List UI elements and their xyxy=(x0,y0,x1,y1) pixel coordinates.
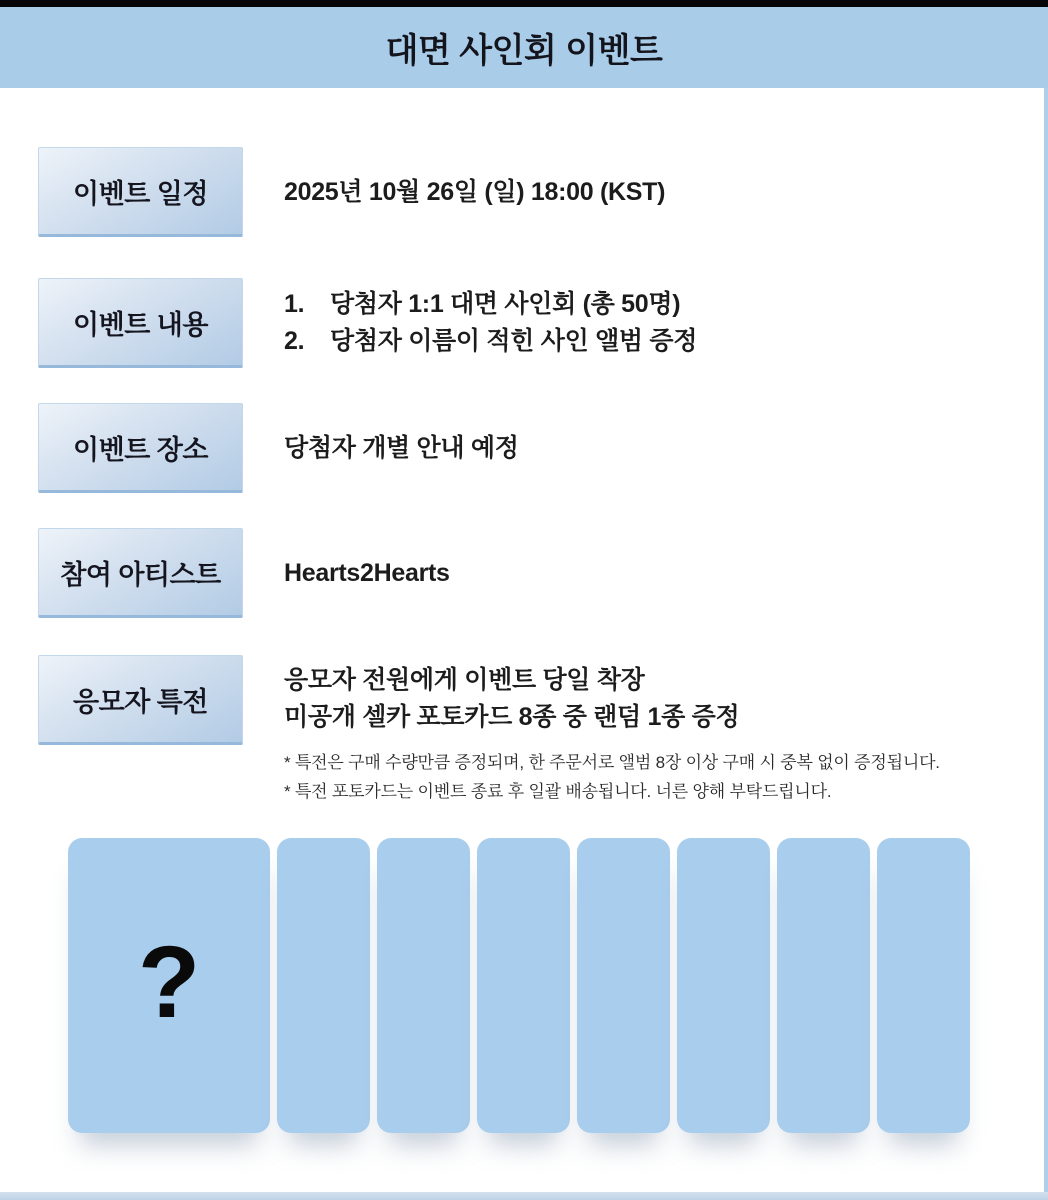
right-edge-strip xyxy=(1044,88,1048,1200)
label-box-participating-artist xyxy=(38,528,243,618)
list-item xyxy=(284,286,697,323)
page-title: 대면 사인회 이벤트 xyxy=(385,32,663,70)
benefit-notes xyxy=(284,748,940,806)
artist-content xyxy=(284,555,450,592)
label-box-event-contents xyxy=(38,278,243,368)
benefit-note: * 특전 포토카드는 이벤트 종료 후 일괄 배송됩니다. 너른 양해 부탁드립니다. xyxy=(284,782,832,801)
photocard-hidden-slot xyxy=(477,838,570,1133)
photocard-hidden-slot xyxy=(577,838,670,1133)
label-box-applicant-benefit xyxy=(38,655,243,745)
bottom-blue-strip xyxy=(0,1192,1048,1200)
benefit-note: * 특전은 구매 수량만큼 증정되며, 한 주문서로 앨범 8장 이상 구매 시 중복 없이 증정됩니다. xyxy=(284,753,940,772)
list-item-number: 2. xyxy=(284,327,305,355)
list-item xyxy=(284,323,697,360)
event-header-banner xyxy=(0,7,1048,88)
list-item-text: 당첨자 이름이 적힌 사인 앨범 증정 xyxy=(330,327,698,355)
list-item-text: 당첨자 1:1 대면 사인회 (총 50명) xyxy=(330,290,681,318)
section-participating-artist xyxy=(38,528,450,618)
photocard-hidden-slot xyxy=(277,838,370,1133)
section-event-location xyxy=(38,403,519,493)
label-box-event-location xyxy=(38,403,243,493)
photocard-hidden-slot xyxy=(677,838,770,1133)
event-location-text: 당첨자 개별 안내 예정 xyxy=(284,433,519,462)
section-event-contents xyxy=(38,278,697,368)
section-label: 이벤트 내용 xyxy=(73,309,208,340)
photocard-hidden-slot xyxy=(877,838,970,1133)
artist-name-text: Hearts2Hearts xyxy=(284,558,450,587)
section-label: 이벤트 일정 xyxy=(73,178,208,209)
section-event-schedule xyxy=(38,147,665,237)
list-item-number: 1. xyxy=(284,290,305,318)
benefit-content xyxy=(284,655,940,806)
photocard-hidden-slot xyxy=(777,838,870,1133)
question-mark-icon: ? xyxy=(137,924,201,1039)
top-black-bar xyxy=(0,0,1048,7)
event-schedule-content xyxy=(284,174,665,211)
photocard-mystery-slot xyxy=(68,838,270,1133)
event-location-content xyxy=(284,430,519,467)
event-date-text: 2025년 10월 26일 (일) 18:00 (KST) xyxy=(284,177,666,206)
photocard-hidden-slot xyxy=(377,838,470,1133)
section-label: 참여 아티스트 xyxy=(60,559,221,590)
photocard-teaser-strip xyxy=(68,838,970,1133)
benefit-line: 응모자 전원에게 이벤트 당일 착장 xyxy=(284,666,645,694)
section-label: 응모자 특전 xyxy=(73,686,208,717)
section-applicant-benefit xyxy=(38,655,940,806)
section-label: 이벤트 장소 xyxy=(73,434,208,465)
benefit-line: 미공개 셀카 포토카드 8종 중 랜덤 1종 증정 xyxy=(284,703,740,731)
label-box-event-schedule xyxy=(38,147,243,237)
event-contents-list xyxy=(284,286,697,360)
